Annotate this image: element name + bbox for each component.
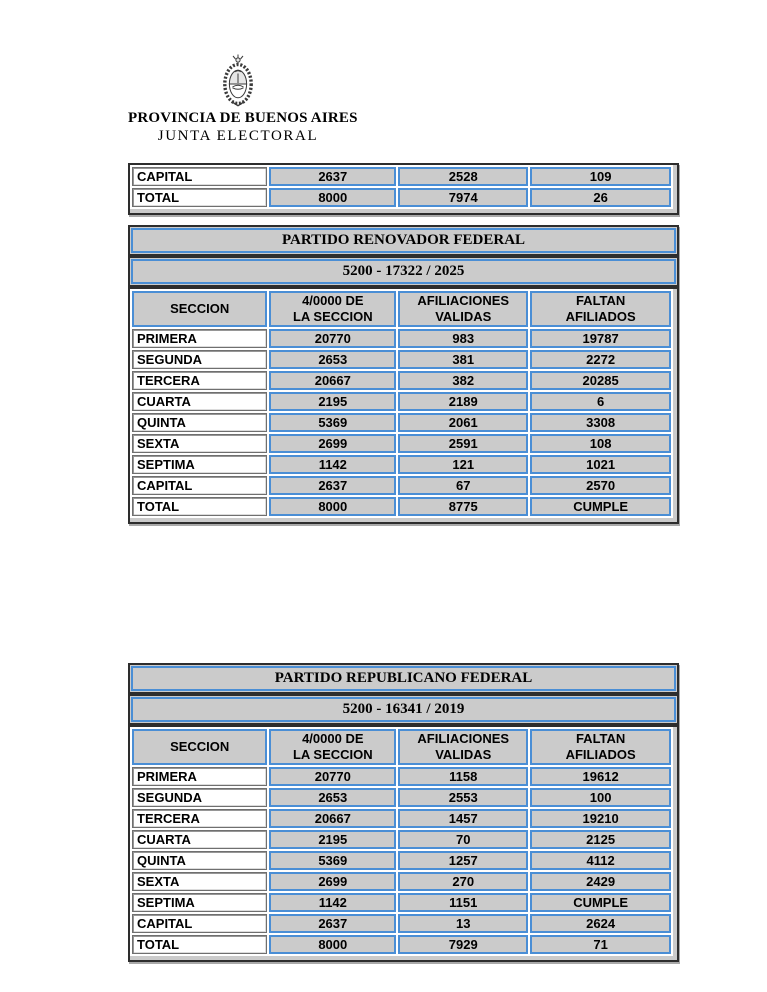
party-data-table — [128, 725, 679, 962]
table-row — [132, 476, 671, 495]
table-row — [132, 392, 671, 411]
table-row — [132, 497, 671, 516]
value-cell: 2653 — [269, 788, 396, 807]
value-cell: 5369 — [269, 851, 396, 870]
value-cell: 2528 — [398, 167, 528, 186]
value-cell: 71 — [530, 935, 671, 954]
table-row — [132, 851, 671, 870]
seccion-cell: SEPTIMA — [132, 893, 267, 912]
header-row — [132, 291, 671, 327]
column-header-faltan: FALTAN AFILIADOS — [530, 729, 671, 765]
table-row — [132, 767, 671, 786]
value-cell: 70 — [398, 830, 528, 849]
value-cell: 109 — [530, 167, 671, 186]
party-title: PARTIDO REPUBLICANO FEDERAL — [131, 666, 676, 691]
column-header-faltan: FALTAN AFILIADOS — [530, 291, 671, 327]
table-row — [132, 329, 671, 348]
value-cell: 2195 — [269, 392, 396, 411]
party-table-renovador-federal — [128, 225, 679, 524]
column-header-ratio: 4/0000 DE LA SECCION — [269, 291, 396, 327]
column-header-seccion: SECCION — [132, 291, 267, 327]
value-cell: 108 — [530, 434, 671, 453]
seccion-cell: TOTAL — [132, 188, 267, 207]
value-cell: 19210 — [530, 809, 671, 828]
seccion-cell: QUINTA — [132, 413, 267, 432]
table-row — [132, 371, 671, 390]
party-title-bar — [128, 663, 679, 694]
province-title: PROVINCIA DE BUENOS AIRES — [128, 110, 358, 126]
seccion-cell: CAPITAL — [132, 914, 267, 933]
value-cell: 2272 — [530, 350, 671, 369]
seccion-cell: SEGUNDA — [132, 788, 267, 807]
value-cell: 20285 — [530, 371, 671, 390]
party-file-number: 5200 - 17322 / 2025 — [131, 259, 676, 284]
value-cell: 1158 — [398, 767, 528, 786]
value-cell: CUMPLE — [530, 497, 671, 516]
value-cell: 6 — [530, 392, 671, 411]
value-cell: 2429 — [530, 872, 671, 891]
value-cell: 20667 — [269, 809, 396, 828]
column-header-afiliaciones: AFILIACIONES VALIDAS — [398, 291, 528, 327]
value-cell: 2637 — [269, 167, 396, 186]
value-cell: 8775 — [398, 497, 528, 516]
table-row — [132, 935, 671, 954]
party-title-bar — [128, 225, 679, 256]
value-cell: 7929 — [398, 935, 528, 954]
seccion-cell: TOTAL — [132, 935, 267, 954]
value-cell: 67 — [398, 476, 528, 495]
column-header-ratio: 4/0000 DE LA SECCION — [269, 729, 396, 765]
value-cell: 8000 — [269, 497, 396, 516]
value-cell: 2195 — [269, 830, 396, 849]
table-row — [132, 830, 671, 849]
value-cell: 20770 — [269, 329, 396, 348]
value-cell: 2570 — [530, 476, 671, 495]
table-row — [132, 809, 671, 828]
value-cell: 19612 — [530, 767, 671, 786]
column-header-seccion: SECCION — [132, 729, 267, 765]
table-row — [132, 872, 671, 891]
seccion-cell: CUARTA — [132, 392, 267, 411]
value-cell: 1257 — [398, 851, 528, 870]
seccion-cell: CAPITAL — [132, 476, 267, 495]
value-cell: 1457 — [398, 809, 528, 828]
value-cell: 1151 — [398, 893, 528, 912]
value-cell: 100 — [530, 788, 671, 807]
table-row — [132, 350, 671, 369]
value-cell: 5369 — [269, 413, 396, 432]
seccion-cell: PRIMERA — [132, 767, 267, 786]
value-cell: 8000 — [269, 188, 396, 207]
value-cell: 20667 — [269, 371, 396, 390]
value-cell: 13 — [398, 914, 528, 933]
value-cell: 2189 — [398, 392, 528, 411]
value-cell: CUMPLE — [530, 893, 671, 912]
table-row — [132, 434, 671, 453]
seccion-cell: SEXTA — [132, 872, 267, 891]
summary-table — [128, 163, 679, 215]
table-row — [132, 914, 671, 933]
party-file-number: 5200 - 16341 / 2019 — [131, 697, 676, 722]
table-row — [132, 893, 671, 912]
value-cell: 1142 — [269, 893, 396, 912]
value-cell: 8000 — [269, 935, 396, 954]
value-cell: 2699 — [269, 872, 396, 891]
table-row — [132, 788, 671, 807]
value-cell: 4112 — [530, 851, 671, 870]
value-cell: 1021 — [530, 455, 671, 474]
table-row — [132, 413, 671, 432]
value-cell: 20770 — [269, 767, 396, 786]
letterhead — [128, 54, 358, 145]
value-cell: 2637 — [269, 914, 396, 933]
seccion-cell: TERCERA — [132, 371, 267, 390]
value-cell: 2591 — [398, 434, 528, 453]
party-title: PARTIDO RENOVADOR FEDERAL — [131, 228, 676, 253]
summary-grid — [130, 165, 673, 209]
value-cell: 2699 — [269, 434, 396, 453]
value-cell: 983 — [398, 329, 528, 348]
value-cell: 2061 — [398, 413, 528, 432]
value-cell: 2125 — [530, 830, 671, 849]
party-grid — [130, 727, 673, 956]
value-cell: 26 — [530, 188, 671, 207]
party-grid — [130, 289, 673, 518]
seccion-cell: SEXTA — [132, 434, 267, 453]
value-cell: 2637 — [269, 476, 396, 495]
summary-table-block — [128, 163, 679, 215]
column-header-afiliaciones: AFILIACIONES VALIDAS — [398, 729, 528, 765]
seccion-cell: PRIMERA — [132, 329, 267, 348]
party-table-republicano-federal — [128, 663, 679, 962]
value-cell: 7974 — [398, 188, 528, 207]
table-row — [132, 455, 671, 474]
value-cell: 3308 — [530, 413, 671, 432]
seccion-cell: TOTAL — [132, 497, 267, 516]
seccion-cell: CUARTA — [132, 830, 267, 849]
seccion-cell: SEPTIMA — [132, 455, 267, 474]
seccion-cell: TERCERA — [132, 809, 267, 828]
junta-electoral-subtitle: JUNTA ELECTORAL — [157, 128, 319, 144]
value-cell: 1142 — [269, 455, 396, 474]
party-file-number-bar — [128, 694, 679, 725]
header-row — [132, 729, 671, 765]
value-cell: 381 — [398, 350, 528, 369]
value-cell: 2653 — [269, 350, 396, 369]
party-data-table — [128, 287, 679, 524]
table-row — [132, 188, 671, 207]
coat-of-arms-icon — [219, 54, 257, 108]
seccion-cell: CAPITAL — [132, 167, 267, 186]
value-cell: 19787 — [530, 329, 671, 348]
seccion-cell: QUINTA — [132, 851, 267, 870]
value-cell: 121 — [398, 455, 528, 474]
value-cell: 2624 — [530, 914, 671, 933]
party-file-number-bar — [128, 256, 679, 287]
value-cell: 2553 — [398, 788, 528, 807]
value-cell: 270 — [398, 872, 528, 891]
table-row — [132, 167, 671, 186]
seccion-cell: SEGUNDA — [132, 350, 267, 369]
value-cell: 382 — [398, 371, 528, 390]
